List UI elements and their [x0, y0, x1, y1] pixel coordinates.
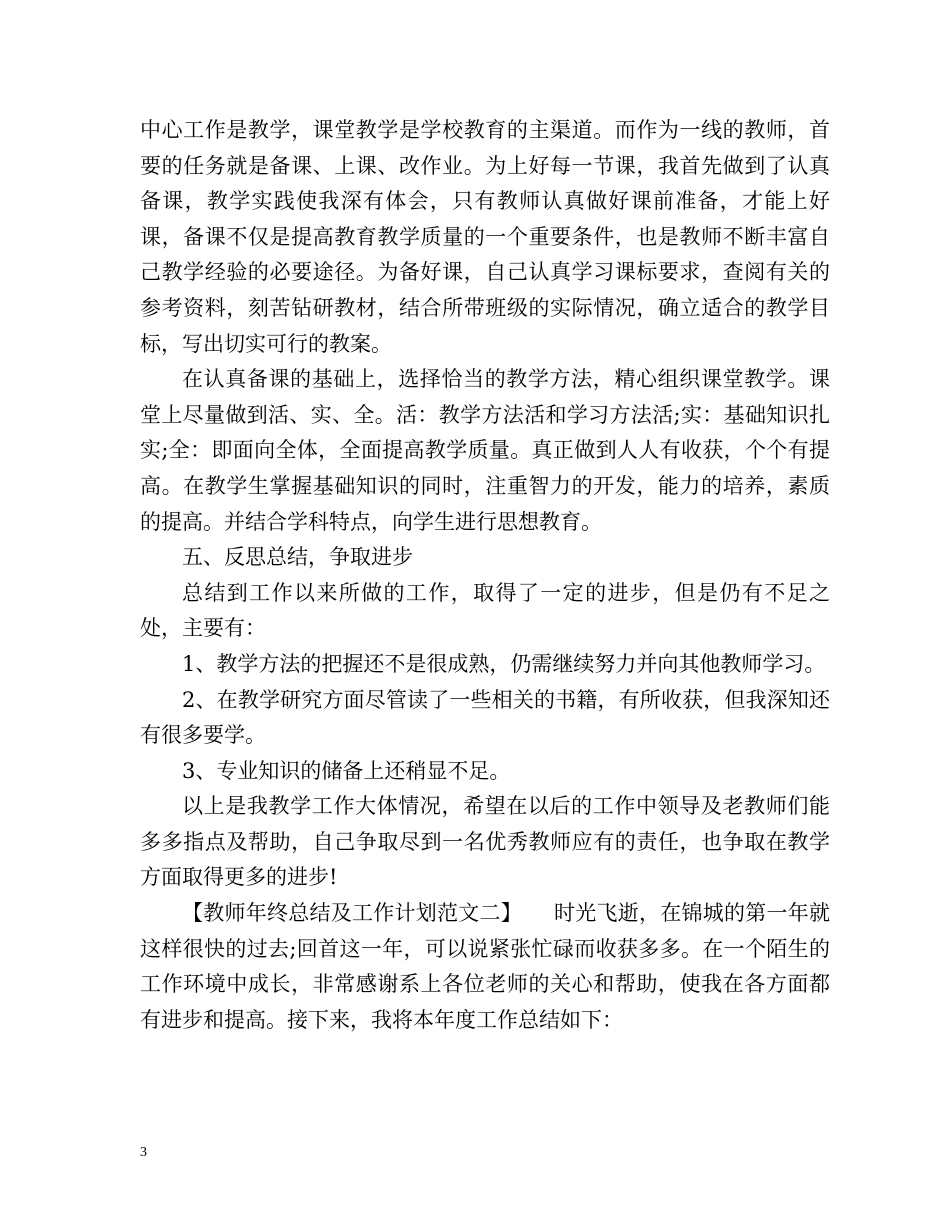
- list-item-shortcoming-3: 3、专业知识的储备上还稍显不足。: [182, 758, 511, 783]
- paragraph-lesson-preparation: 中心工作是教学，课堂教学是学校教育的主渠道。而作为一线的教师，首要的任务就是备课、上课、改作业。为上好每一节课，我首先做到了认真备课，教学实践使我深有体会，只有教师认真做好课前准备，才能上好课，备课不仅是提高教育教学质量的一个重要条件，也是教师不断丰富自己教学经验的必要途径。为备好课，自己认真学习课标要求，查阅有关的参考资料，刻苦钻研教材，结合所带班级的实际情况，确立适合的教学目标，写出切实可行的教案。: [140, 118, 830, 356]
- paragraph-sample-two-intro: 【教师年终总结及工作计划范文二】 时光飞逝，在锦城的第一年就这样很快的过去;回首这一年，可以说紧张忙碌而收获多多。在一个陌生的工作环境中成长，非常感谢系上各位老师的关心和帮助，使我在各方面都有进步和提高。接下来，我将本年度工作总结如下：: [140, 901, 830, 1032]
- page-number: 3: [140, 1145, 147, 1160]
- paragraph-shortcomings-intro: 总结到工作以来所做的工作，取得了一定的进步，但是仍有不足之处，主要有：: [140, 580, 830, 641]
- document-body: [140, 113, 830, 1038]
- paragraph-teaching-methods: 在认真备课的基础上，选择恰当的教学方法，精心组织课堂教学。课堂上尽量做到活、实、全。活：教学方法活和学习方法活;实：基础知识扎实;全：即面向全体，全面提高教学质量。真正做到人人有收获，个个有提高。在教学生掌握基础知识的同时，注重智力的开发，能力的培养，素质的提高。并结合学科特点，向学生进行思想教育。: [140, 367, 830, 534]
- section-heading-reflection: 五、反思总结，争取进步: [182, 545, 413, 570]
- list-item-shortcoming-1: 1、教学方法的把握还不是很成熟，仍需继续努力并向其他教师学习。: [182, 651, 826, 676]
- list-item-shortcoming-2: 2、在教学研究方面尽管读了一些相关的书籍，有所收获，但我深知还有很多要学。: [140, 687, 830, 748]
- paragraph-conclusion: 以上是我教学工作大体情况，希望在以后的工作中领导及老教师们能多多指点及帮助，自己争取尽到一名优秀教师应有的责任，也争取在教学方面取得更多的进步!: [140, 794, 830, 890]
